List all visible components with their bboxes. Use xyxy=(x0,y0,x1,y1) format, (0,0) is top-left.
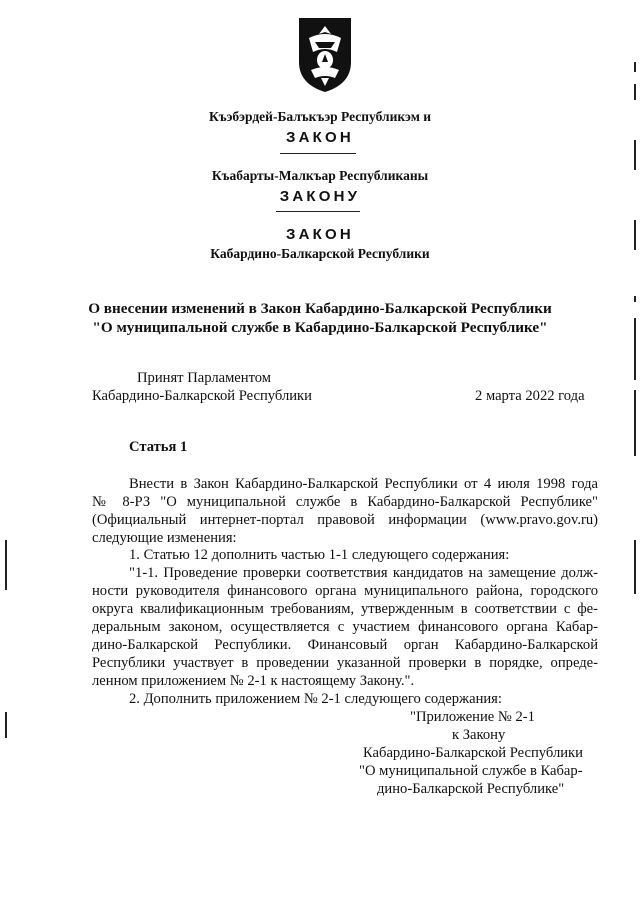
scan-edge-mark xyxy=(634,296,636,302)
article-text-line: 1. Статью 12 дополнить частью 1-1 следующего содержания: xyxy=(129,547,510,563)
russian-law-title: ЗАКОН xyxy=(286,226,354,243)
scan-edge-mark xyxy=(634,220,636,250)
document-title-line2: "О муниципальной службе в Кабардино-Балкарской Республике" xyxy=(92,319,548,336)
article-text-line: ности руководителя финансового органа муниципального района, городского xyxy=(92,583,598,599)
article-text-line: деральным законом, осуществляется с участием финансового органа Кабар- xyxy=(92,619,598,635)
article-text-line: дино-Балкарской Республики. Финансовый орган Кабардино-Балкарской xyxy=(92,637,598,653)
scan-edge-mark xyxy=(5,712,7,738)
scan-edge-mark xyxy=(634,540,636,594)
appendix-line1: "Приложение № 2-1 xyxy=(410,709,535,725)
article-text-line: ленном приложением № 2-1 к настоящему Закону.". xyxy=(92,673,415,689)
russian-republic-name: Кабардино-Балкарской Республики xyxy=(210,246,430,261)
article-text-line: Внести в Закон Кабардино-Балкарской Республики от 4 июля 1998 года xyxy=(129,476,598,492)
adoption-line2: Кабардино-Балкарской Республики xyxy=(92,388,312,404)
scan-edge-mark xyxy=(634,140,636,170)
appendix-line2: к Закону xyxy=(452,727,506,743)
balkar-republic-name: Къабарты-Малкъар Республиканы xyxy=(211,168,429,183)
appendix-line3: Кабардино-Балкарской Республики xyxy=(363,745,583,761)
article-text-line: округа квалификационным требованиям, утвержденным в соответствии с фе- xyxy=(92,601,598,617)
adoption-date: 2 марта 2022 года xyxy=(475,388,585,404)
coat-of-arms-emblem xyxy=(295,12,355,94)
article-text-line: (Официальный интернет-портал правовой информации (www.pravo.gov.ru) xyxy=(92,512,598,528)
kabardian-divider xyxy=(280,153,356,154)
balkar-divider xyxy=(276,211,360,212)
scan-edge-mark xyxy=(634,318,636,380)
scan-edge-mark xyxy=(634,390,636,456)
article-text-line: следующие изменения: xyxy=(92,530,237,546)
appendix-line4: "О муниципальной службе в Кабар- xyxy=(359,763,583,779)
kabardian-republic-name: Къэбэрдей-Балъкъэр Республикэм и xyxy=(208,109,432,124)
scan-edge-mark xyxy=(634,84,636,100)
article-text-line: 2. Дополнить приложением № 2-1 следующего содержания: xyxy=(129,691,502,707)
article-heading: Статья 1 xyxy=(129,439,188,455)
scan-edge-mark xyxy=(634,62,636,72)
article-text-line: № 8-РЗ "О муниципальной службе в Кабардино-Балкарской Республике" xyxy=(92,494,598,510)
document-title-line1: О внесении изменений в Закон Кабардино-Балкарской Республики xyxy=(88,300,552,317)
balkar-law-title: ЗАКОНУ xyxy=(279,188,361,205)
adoption-line1: Принят Парламентом xyxy=(137,370,272,386)
eagle-emblem-icon xyxy=(295,12,355,94)
scan-edge-mark xyxy=(5,540,7,590)
article-text-line: Республики участвует в проведении указанной проверки в порядке, опреде- xyxy=(92,655,598,671)
kabardian-law-title: ЗАКОН xyxy=(286,129,354,146)
appendix-line5: дино-Балкарской Республике" xyxy=(377,781,565,797)
article-text-line: "1-1. Проведение проверки соответствия кандидатов на замещение долж- xyxy=(129,565,598,581)
